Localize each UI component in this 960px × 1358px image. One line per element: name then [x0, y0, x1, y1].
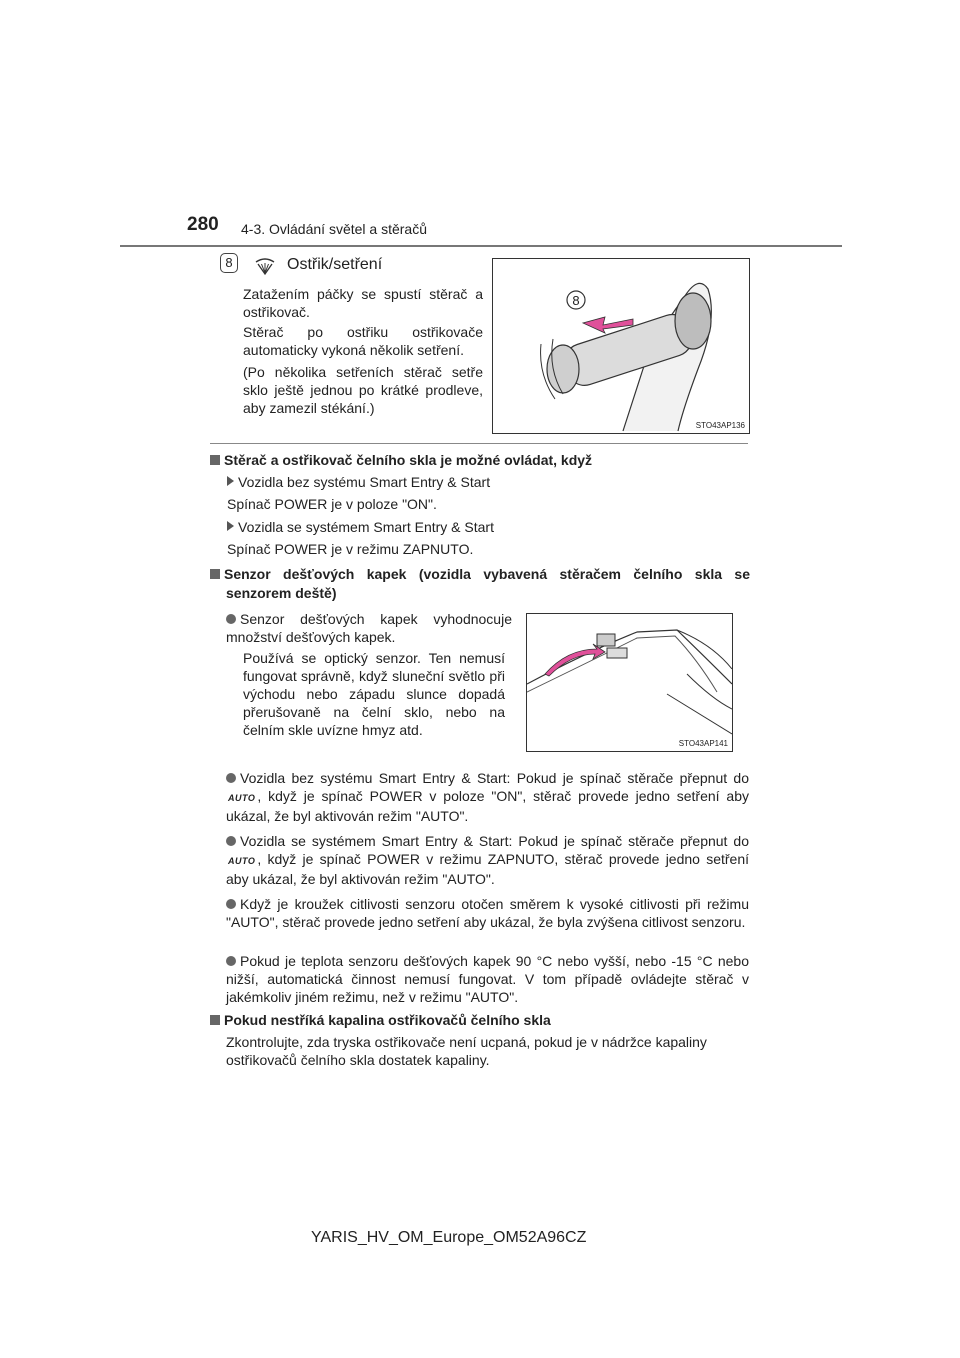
operable-heading: Stěrač a ostřikovač čelního skla je možné ovládat, když [210, 452, 592, 468]
sensor-heading: Senzor dešťových kapek (vozidla vybavená stěračem čelního skla se senzorem deště) [210, 565, 750, 603]
auto-mode-icon: AUTO [228, 793, 256, 803]
step-text-3: (Po několika setřeních stěrač setře sklo ještě jednou po krátké prodleve, aby zamezil stékání.) [243, 364, 483, 416]
round-bullet-icon [226, 614, 236, 624]
figure-callout: 8 [572, 293, 580, 308]
figure-code: STO43AP136 [695, 421, 745, 430]
rain-sensor-illustration [527, 614, 732, 751]
wiper-lever-illustration [493, 259, 749, 433]
auto-mode-icon: AUTO [228, 856, 256, 866]
figure-wiper-lever [492, 258, 750, 434]
operable-item-1-text: Spínač POWER je v poloze "ON". [227, 496, 437, 512]
round-bullet-icon [226, 836, 236, 846]
sensor-bullet-1-text: Používá se optický senzor. Ten nemusí fungovat správně, když sluneční světlo při východu nebo západu slunce dopadá přerušovaně na čelní sklo, nebo na čelním skle uvízne hmyz atd. [243, 650, 505, 738]
round-bullet-icon [226, 956, 236, 966]
operable-item-1-label: Vozidla bez systému Smart Entry & Start [227, 473, 490, 491]
step-number: 8 [220, 253, 238, 273]
sensor-bullet-4: Když je kroužek citlivosti senzoru otočen směrem k vysoké citlivosti při režimu "AUTO", stěrač provede jedno setření aby ukázal, že byla zvýšena citlivost senzoru. [226, 896, 749, 930]
sensor-bullet-1: Senzor dešťových kapek vyhodnocuje množství dešťových kapek. [226, 611, 512, 645]
sensor-bullet-3: Vozidla se systémem Smart Entry & Start: Pokud je spínač stěrače přepnut do AUTO , když je spínač POWER v režimu ZAPNUTO, stěrač provede jedno setření aby ukázal, že byl aktivován režim "AUTO". [226, 833, 749, 887]
square-bullet-icon [210, 569, 220, 579]
header-divider [120, 245, 842, 247]
washer-spray-icon [253, 254, 277, 276]
sensor-bullet-5: Pokud je teplota senzoru dešťových kapek 90 °C nebo vyšší, nebo -15 °C nebo nižší, automatická činnost nemusí fungovat. V tom případě ovládejte stěrač v jakémkoliv jiném režimu, než v režimu "AUTO". [226, 953, 749, 1005]
square-bullet-icon [210, 455, 220, 465]
round-bullet-icon [226, 899, 236, 909]
step-text-1: Zatažením páčky se spustí stěrač a ostřikovač. [243, 286, 483, 320]
step-text-2: Stěrač po ostřiku ostřikovače automaticky vykoná několik setření. [243, 324, 483, 358]
triangle-bullet-icon [227, 521, 234, 531]
washer-text: Zkontrolujte, zda tryska ostřikovače není ucpaná, pokud je v nádržce kapaliny ostřikovačů čelního skla dostatek kapaliny. [226, 1034, 707, 1068]
square-bullet-icon [210, 1015, 220, 1025]
washer-heading: Pokud nestříká kapalina ostřikovačů čelního skla [210, 1012, 551, 1028]
section-title: 4-3. Ovládání světel a stěračů [241, 221, 427, 237]
triangle-bullet-icon [227, 476, 234, 486]
document-code: YARIS_HV_OM_Europe_OM52A96CZ [311, 1229, 587, 1246]
figure-rain-sensor [526, 613, 733, 752]
operable-item-2-text: Spínač POWER je v režimu ZAPNUTO. [227, 541, 474, 557]
round-bullet-icon [226, 773, 236, 783]
operable-item-2-label: Vozidla se systémem Smart Entry & Start [227, 518, 494, 536]
step-title: Ostřik/setření [287, 256, 383, 273]
page-number: 280 [187, 214, 219, 235]
sensor-bullet-2: Vozidla bez systému Smart Entry & Start: Pokud je spínač stěrače přepnut do AUTO , když je spínač POWER v poloze "ON", stěrač provede jedno setření aby ukázal, že byl aktivován režim "AUTO". [226, 770, 749, 824]
figure-code: STO43AP141 [678, 739, 728, 748]
section-divider [210, 443, 748, 444]
